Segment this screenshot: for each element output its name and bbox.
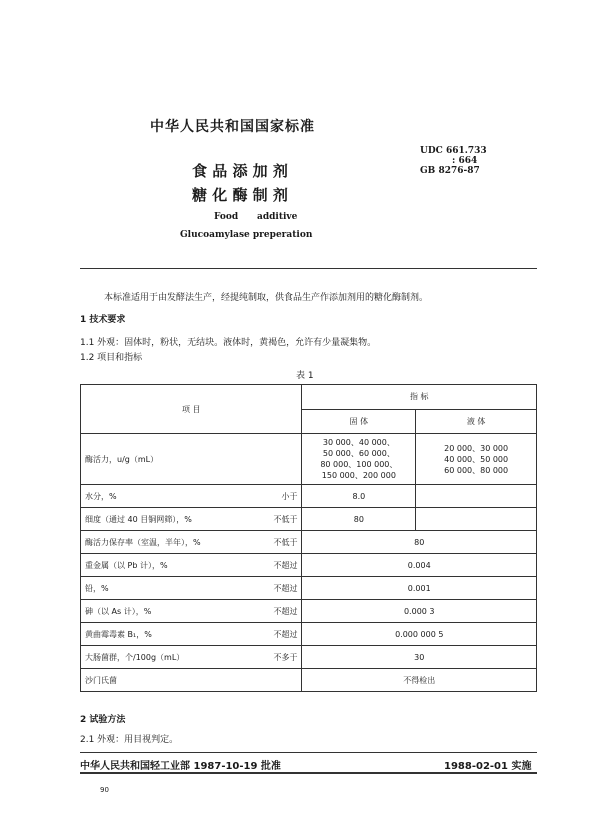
row-name: 水分，% [85, 491, 117, 501]
page-number: 90 [100, 786, 109, 794]
table-caption: 表 1 [296, 371, 314, 381]
row-name: 重金属（以 Pb 计），% [85, 560, 168, 570]
row-solid: 8.0 [302, 485, 416, 508]
clause-1-1: 1.1 外观：固体时，粉状，无结块。液体时，黄褐色，允许有少量凝集物。 [80, 338, 377, 348]
table-header-row [81, 385, 537, 410]
header-liquid: 液 体 [416, 409, 537, 434]
row-name: 大肠菌群，个/100g（mL） [85, 652, 185, 662]
table-row [81, 508, 537, 531]
issuer-statement: 中华人民共和国轻工业部 1987-10-19 批准 [80, 761, 281, 772]
row-liquid: 20 000、30 000 40 000、50 000 60 000、80 000 [416, 434, 537, 485]
intro-paragraph: 本标准适用于由发酵法生产，经提纯制取，供食品生产作添加剂用的糖化酶制剂。 [104, 293, 429, 303]
row-limit: 不低于 [273, 537, 298, 547]
row-limit: 不超过 [273, 629, 298, 639]
row-limit: 小于 [281, 491, 298, 501]
row-limit: 不超过 [273, 560, 298, 570]
header-rule [80, 268, 537, 269]
table-row [81, 554, 537, 577]
clause-2-1: 2.1 外观：用目视判定。 [80, 735, 179, 745]
effective-date: 1988-02-01 实施 [444, 761, 532, 772]
row-solid: 80 [302, 508, 416, 531]
row-name: 黄曲霉毒素 B₁，% [85, 629, 152, 639]
standard-title: 中华人民共和国国家标准 [150, 119, 315, 135]
udc-label: UDC [420, 146, 443, 156]
udc-value: 661.733 [445, 146, 487, 156]
udc-value-secondary: : 664 [452, 156, 478, 166]
row-limit: 不低于 [273, 514, 298, 524]
row-value: 不得检出 [302, 669, 537, 692]
table-row [81, 434, 537, 485]
gb-label: GB [420, 166, 436, 176]
footer-rule-bottom [80, 772, 537, 774]
row-liquid [416, 485, 537, 508]
row-name: 沙门氏菌 [85, 675, 117, 685]
specification-table [80, 384, 537, 692]
header-item: 项 目 [81, 385, 302, 434]
footer-rule [80, 752, 537, 753]
row-limit: 不超过 [273, 606, 298, 616]
gb-number: 8276-87 [438, 166, 480, 176]
row-value: 0.001 [302, 577, 537, 600]
row-value: 0.000 000 5 [302, 623, 537, 646]
table-row [81, 485, 537, 508]
header-solid: 固 体 [302, 409, 416, 434]
section-2-title: 2 试验方法 [80, 715, 126, 725]
table-row [81, 623, 537, 646]
row-value: 30 [302, 646, 537, 669]
row-limit: 不多于 [273, 652, 298, 662]
table-row [81, 577, 537, 600]
section-1-title: 1 技术要求 [80, 315, 126, 325]
table-row [81, 600, 537, 623]
header-index: 指 标 [302, 385, 537, 410]
table-row [81, 669, 537, 692]
udc-code [420, 146, 487, 176]
english-title-line-1: Food additive [214, 212, 298, 222]
english-title-line-2: Glucoamylase preperation [180, 230, 313, 240]
row-name: 砷（以 As 计），% [85, 606, 152, 616]
row-value: 0.004 [302, 554, 537, 577]
row-name: 酶活力保存率（室温，半年），% [85, 537, 201, 547]
table-row [81, 531, 537, 554]
row-name: 铅，% [85, 583, 109, 593]
table-row [81, 646, 537, 669]
row-liquid [416, 508, 537, 531]
row-solid: 30 000、40 000、 50 000、60 000、 80 000、100 000、 150 000、200 000 [302, 434, 416, 485]
row-name: 酶活力，u/g（mL） [81, 434, 302, 485]
row-value: 80 [302, 531, 537, 554]
row-limit: 不超过 [273, 583, 298, 593]
title-line-2: 糖 化 酶 制 剂 [192, 186, 288, 204]
row-name: 细度（通过 40 目铜网筛），% [85, 514, 192, 524]
title-line-1: 食 品 添 加 剂 [192, 162, 288, 180]
clause-1-2: 1.2 项目和指标 [80, 353, 143, 363]
row-value: 0.000 3 [302, 600, 537, 623]
